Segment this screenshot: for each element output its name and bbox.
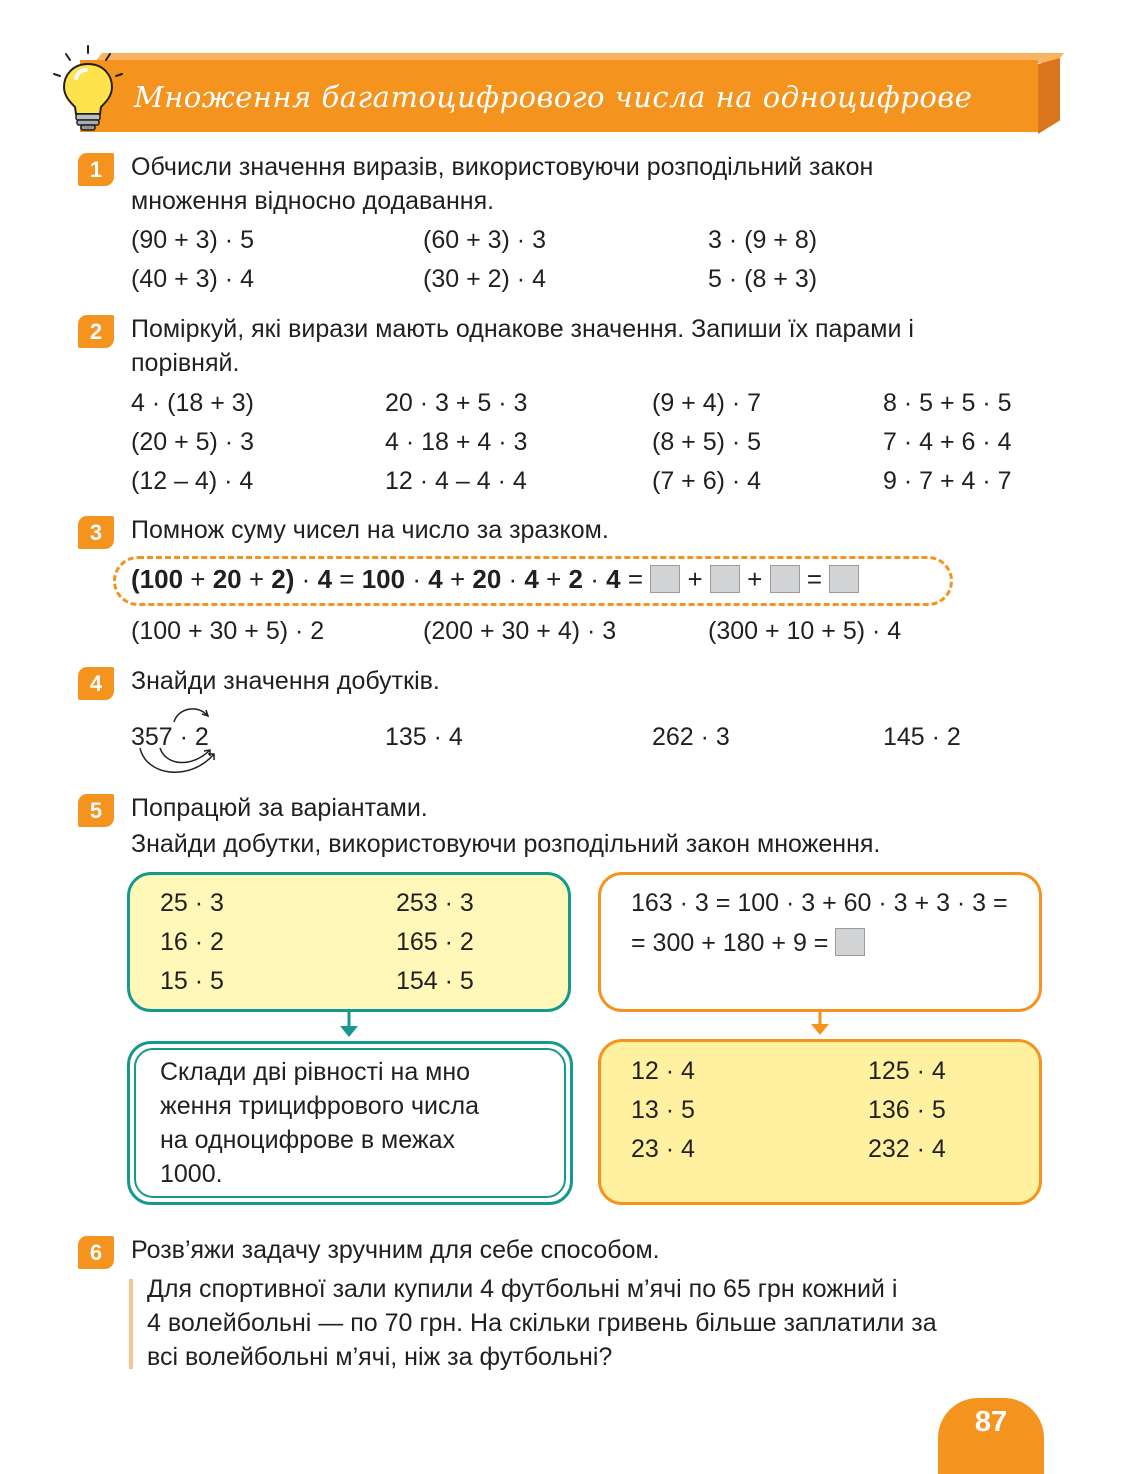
expression: 3 · (9 + 8) <box>708 226 818 254</box>
task-number-badge: 4 <box>78 667 114 700</box>
expression: 12 · 4 – 4 · 4 <box>385 467 527 495</box>
variant-1-task-line3: на одноцифрове в межах <box>160 1126 455 1154</box>
expression: 7 · 4 + 6 · 4 <box>883 428 1012 456</box>
problem-marker-bar <box>129 1279 133 1369</box>
expression: 12 · 4 <box>631 1057 695 1085</box>
expression: 154 · 5 <box>396 967 474 995</box>
variant-1-task-line2: ження трицифрового числа <box>160 1092 480 1120</box>
answer-box[interactable] <box>710 565 740 593</box>
example-line1: 163 · 3 = 100 · 3 + 60 · 3 + 3 · 3 = <box>631 889 1008 917</box>
expression: (300 + 10 + 5) · 4 <box>708 617 902 645</box>
expression: 13 · 5 <box>631 1096 695 1124</box>
expression: (200 + 30 + 4) · 3 <box>423 617 617 645</box>
expression: 165 · 2 <box>396 928 474 956</box>
task-5-text-line2: Знайди добутки, використовуючи розподільний закон множення. <box>131 830 881 858</box>
expression: (12 – 4) · 4 <box>131 467 254 495</box>
page-title: Множення багатоцифрового числа на одноцифрове <box>134 80 973 114</box>
expression: (7 + 6) · 4 <box>652 467 762 495</box>
task-number-badge: 3 <box>78 516 114 549</box>
expression: (20 + 5) · 3 <box>131 428 254 456</box>
expression: (100 + 30 + 5) · 2 <box>131 617 325 645</box>
answer-box[interactable] <box>770 565 800 593</box>
expression: (8 + 5) · 5 <box>652 428 762 456</box>
expression: 125 · 4 <box>868 1057 946 1085</box>
task-number-badge: 1 <box>78 153 114 186</box>
task-number-badge: 2 <box>78 315 114 348</box>
expression: (60 + 3) · 3 <box>423 226 546 254</box>
expression: (90 + 3) · 5 <box>131 226 254 254</box>
expression: 20 · 3 + 5 · 3 <box>385 389 528 417</box>
expression: (40 + 3) · 4 <box>131 265 254 293</box>
expression: 25 · 3 <box>160 889 224 917</box>
variant-1-task-line1: Склади дві рівності на мно <box>160 1058 471 1086</box>
task-3-text: Помнож суму чисел на число за зразком. <box>131 516 609 544</box>
expression: 4 · 18 + 4 · 3 <box>385 428 528 456</box>
example-line2: = 300 + 180 + 9 = <box>631 928 865 958</box>
expression: 136 · 5 <box>868 1096 946 1124</box>
expression: 15 · 5 <box>160 967 224 995</box>
expression: 135 · 4 <box>385 723 463 751</box>
page-number: 87 <box>974 1406 1008 1438</box>
expression: 253 · 3 <box>396 889 474 917</box>
banner-side-edge <box>1038 58 1060 134</box>
task-6-text: Розв’яжи задачу зручним для себе способом. <box>131 1236 660 1264</box>
problem-line3: всі волейбольні м’ячі, ніж за футбольні? <box>147 1343 613 1371</box>
expression: 8 · 5 + 5 · 5 <box>883 389 1012 417</box>
task-number-badge: 5 <box>78 794 114 827</box>
arrow-down-icon <box>336 1012 362 1040</box>
arrow-down-icon <box>807 1012 833 1038</box>
expression: 23 · 4 <box>631 1135 695 1163</box>
answer-box[interactable] <box>835 928 865 956</box>
task-2-text-line2: порівняй. <box>131 349 240 377</box>
task-number-badge: 6 <box>78 1236 114 1269</box>
expression: 5 · (8 + 3) <box>708 265 818 293</box>
task-1-text-line2: множення відносно додавання. <box>131 187 495 215</box>
expression: 9 · 7 + 4 · 7 <box>883 467 1012 495</box>
expression: (30 + 2) · 4 <box>423 265 546 293</box>
answer-box[interactable] <box>829 565 859 593</box>
task-1-text-line1: Обчисли значення виразів, використовуючи розподільний закон <box>131 153 874 181</box>
expression: 357 · 2 <box>131 723 209 751</box>
problem-line1: Для спортивної зали купили 4 футбольні м’ячі по 65 грн кожний і <box>147 1275 898 1303</box>
task-4-text: Знайди значення добутків. <box>131 667 440 695</box>
expression: 232 · 4 <box>868 1135 946 1163</box>
task-2-text-line1: Поміркуй, які вирази мають однакове значення. Запиши їх парами і <box>131 315 914 343</box>
task-5-text-line1: Попрацюй за варіантами. <box>131 794 428 822</box>
expression: 16 · 2 <box>160 928 224 956</box>
problem-line2: 4 волейбольні — по 70 грн. На скільки гривень більше заплатили за <box>147 1309 937 1337</box>
sample-equation: (100 + 20 + 2) · 4 = 100 · 4 + 20 · 4 + 2 · 4 = + + = <box>131 564 859 595</box>
expression: 145 · 2 <box>883 723 961 751</box>
expression: (9 + 4) · 7 <box>652 389 762 417</box>
answer-box[interactable] <box>650 565 680 593</box>
expression: 262 · 3 <box>652 723 730 751</box>
lightbulb-icon <box>46 44 130 134</box>
expression: 4 · (18 + 3) <box>131 389 254 417</box>
variant-1-task-line4: 1000. <box>160 1160 223 1188</box>
